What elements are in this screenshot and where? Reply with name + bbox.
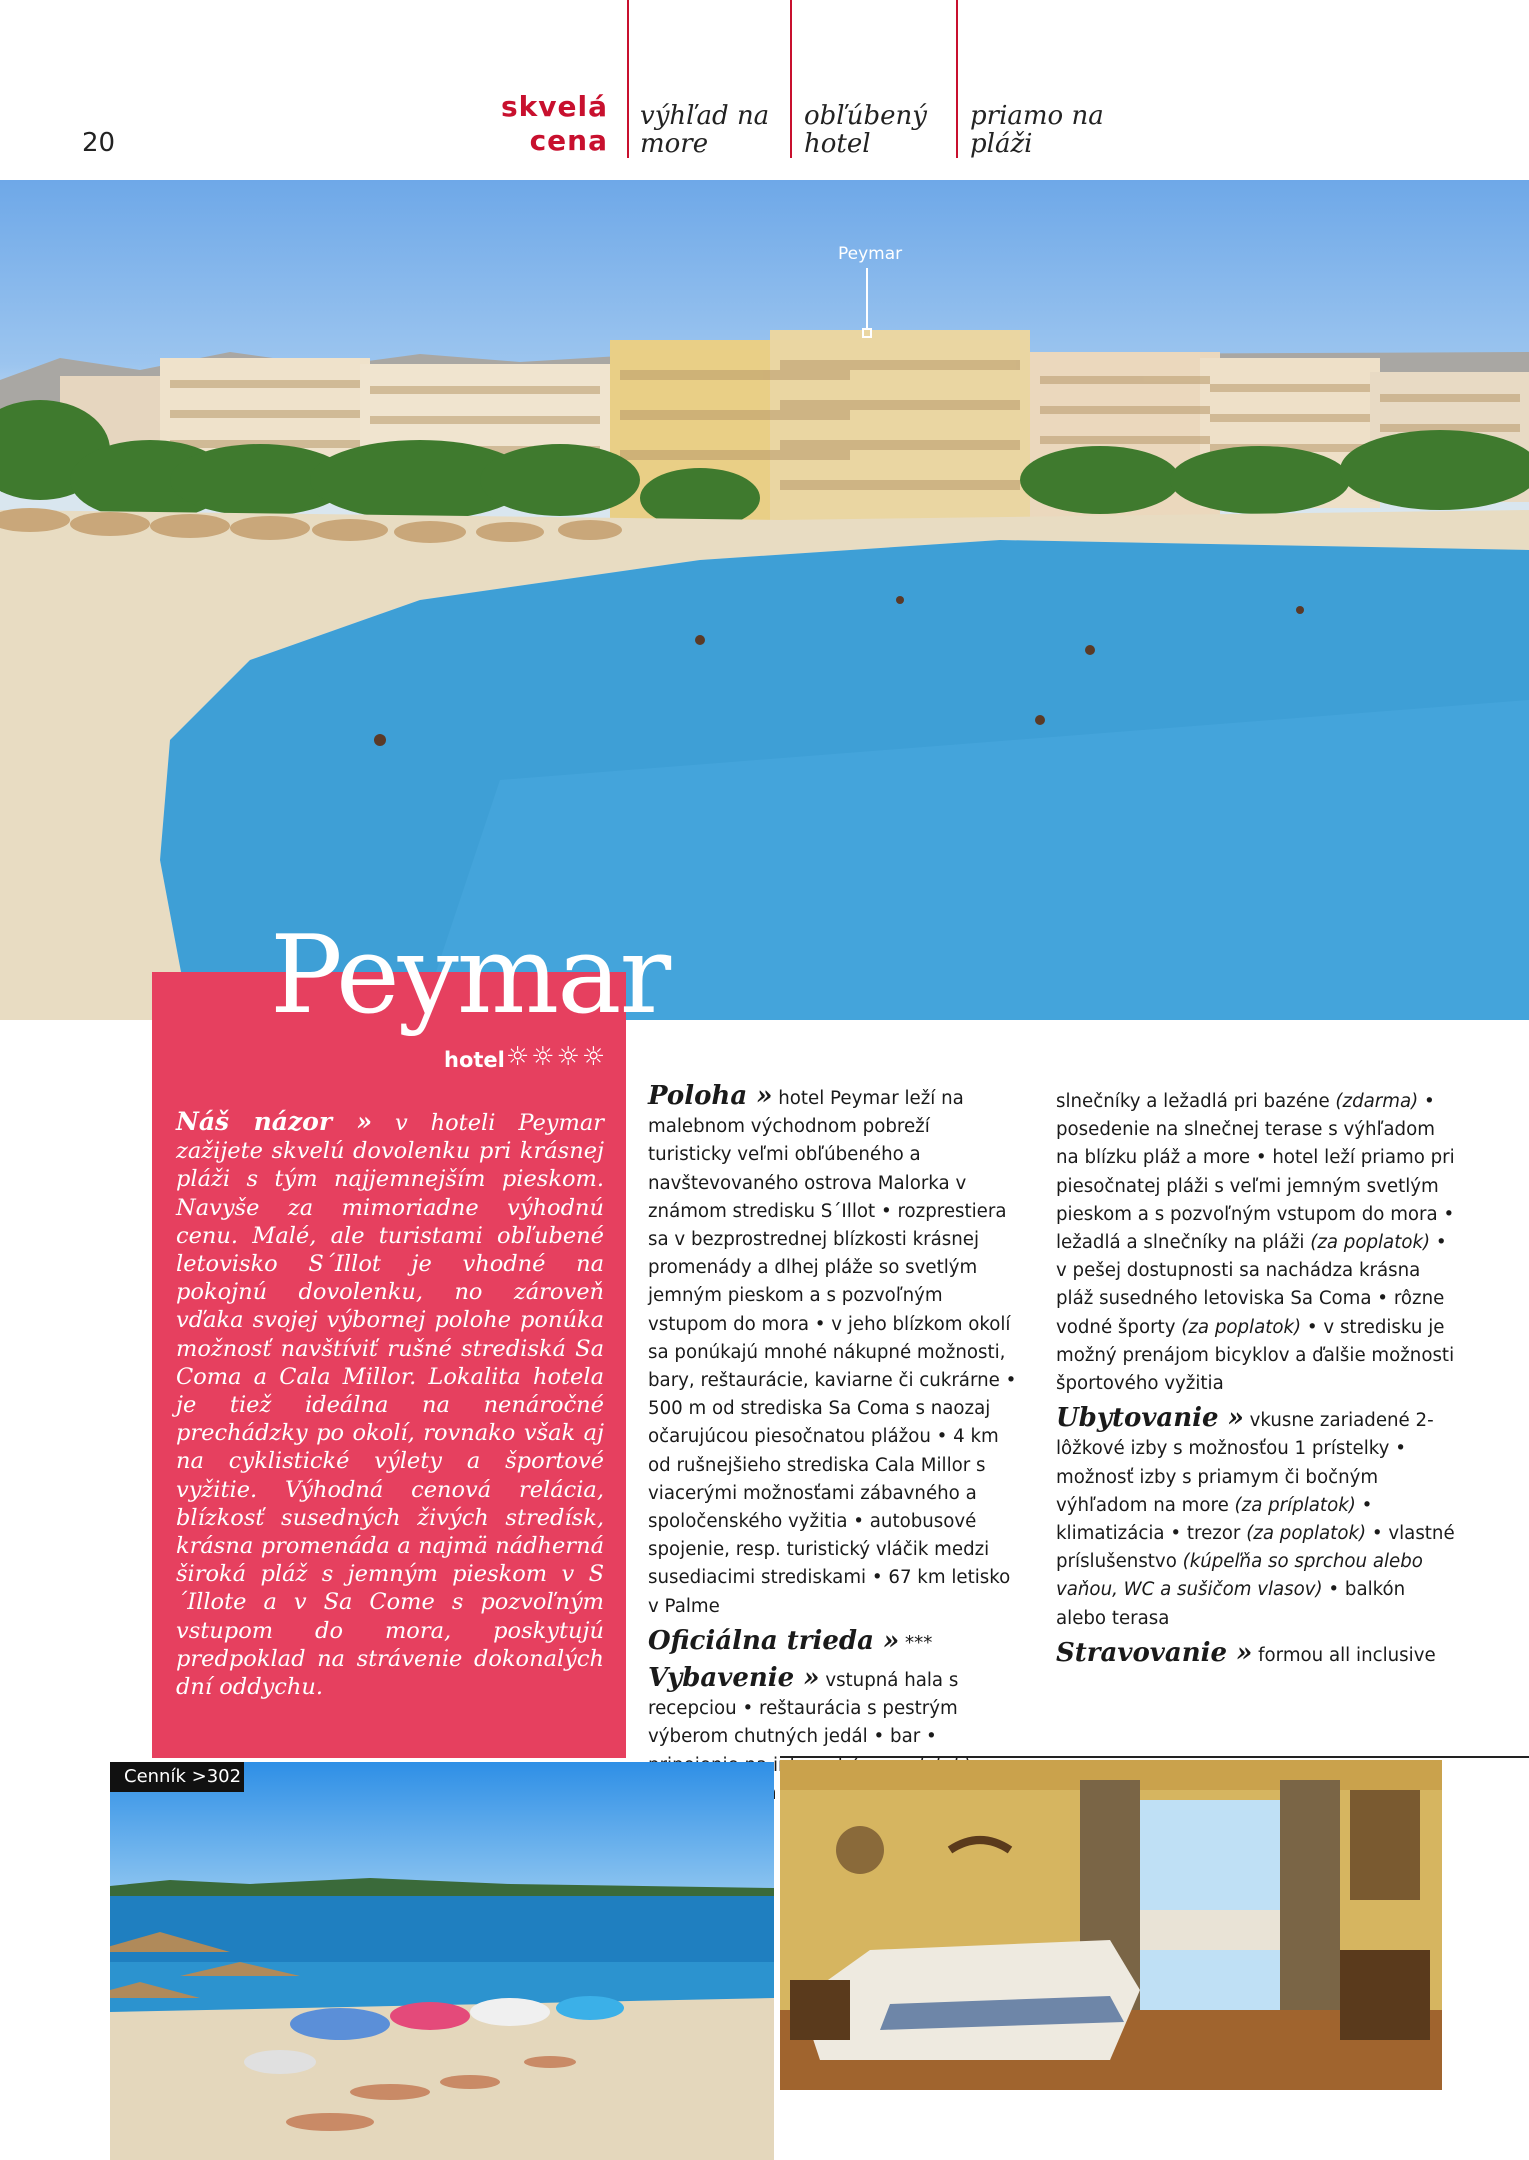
text-column-left xyxy=(648,1082,1018,1814)
sun-rating-icon: ☼☼☼☼ xyxy=(506,1042,608,1072)
facilities-heading: Vybavenie » xyxy=(648,1663,820,1694)
room-illustration xyxy=(780,1760,1442,2090)
official-class-stars: *** xyxy=(905,1632,933,1654)
location-heading: Poloha » xyxy=(648,1081,773,1111)
facilities-continued: slnečníky a ležadlá pri bazéne (zdarma) • posedenie na slnečnej terase s výhľadom na blízku pláž a more • hotel leží priamo pri piesočnatej pláži s veľmi jemným svetlým pieskom a s pozvoľným vstupom do mora • ležadlá a slnečníky na pláži (za poplatok) • v pešej dostupnosti sa nachádza krásna pláž susedného letoviska Sa Coma • rôzne vodné športy (za poplatok) • v stredisku je možný prenájom bicyklov a ďalšie možnosti športového vyžitia xyxy=(1056,1091,1455,1395)
board-paragraph: Stravovanie » formou all inclusive xyxy=(1056,1637,1436,1668)
facilities-paragraph: Vybavenie » vstupná hala s recepciou • reštaurácia s pestrým výberom chutných jedál • bar • xyxy=(648,1663,959,1748)
tag-sea-view: výhľad na more xyxy=(640,101,770,159)
hero-beach-illustration xyxy=(0,180,1529,1020)
tag-popular-hotel: obľúbený hotel xyxy=(804,101,927,159)
room-photo xyxy=(780,1760,1442,2090)
tag-great-price: skvelá cena xyxy=(500,90,608,157)
hero-hotel-pointer xyxy=(866,268,868,330)
hero-hotel-label: Peymar xyxy=(838,244,903,264)
hotel-type-label: hotel xyxy=(444,1048,505,1072)
beach-illustration xyxy=(110,1762,774,2160)
tag-divider xyxy=(790,0,792,158)
text-column-right xyxy=(1056,1088,1456,1676)
hero-hotel-pointer-dot xyxy=(862,328,872,338)
location-paragraph: Poloha » hotel Peymar leží na malebnom východnom pobreží turisticky veľmi obľúbeného a navštevovaného ostrova Malorka v známom stredisku S´Illot • rozprestiera sa v bezprostrednej blízkosti krásnej promenády a dlhej pláže so svetlým jemným pieskom a s pozvoľným vstupom do mora • v jeho blízkom okolí sa ponúkajú mnohé nákupné možnosti, bary, reštaurácie, kaviarne či cukrárne • 500 m od strediska Sa Coma s naozaj očarujúcou piesočnatou plážou • 4 km od rušnejšieho strediska Cala Millor s viacerými možnosťami zábavného a spoločenského vyžitia • autobusové spojenie, resp. turistický vláčik medzi susediacimi strediskami • 67 km letisko v Palme xyxy=(648,1081,1017,1617)
section-divider xyxy=(780,1756,1529,1758)
page-number: 20 xyxy=(82,128,116,158)
tag-divider xyxy=(627,0,629,158)
official-class-heading: Oficiálna trieda » xyxy=(648,1625,900,1656)
official-class-paragraph xyxy=(648,1627,1018,1658)
beach-photo xyxy=(110,1762,774,2160)
accommodation-heading: Ubytovanie » xyxy=(1056,1403,1244,1434)
opinion-heading: Náš názor » xyxy=(176,1107,373,1136)
opinion-text: Náš názor » v hoteli Peymar zažijete skvelú dovolenku pri krásnej pláži s tým najjemnejším pieskom. Navyše za mimoriadne výhodnú cenu. Malé, ale turistami obľubené letovisko S´Illot je vhodné na pokojnú dovolenku, no zároveň vďaka svojej výbornej polohe ponúka možnosť navštíviť rušné strediská Sa Coma a Cala Millor. Lokalita hotela je tiež ideálna na nenáročné prechádzky po okolí, rovnako však aj na cyklistické výlety a športové vyžitie. Výhodná cenová relácia, blízkosť susedných živých stredísk, krásna promenáda a najmä nádherná široká pláž s jemným pieskom v S´Illote a v Sa Come s pozvoľným vstupom do mora, poskytujú predpoklad na strávenie dokonalých dní oddychu. xyxy=(176,1107,605,1701)
tag-divider xyxy=(956,0,958,158)
hero-photo xyxy=(0,180,1529,1020)
accommodation-paragraph: Ubytovanie » vkusne zariadené 2-lôžkové izby s možnosťou 1 prístelky • možnosť izby s priamym či bočným výhľadom na more (za príplatok) • klimatizácia • trezor (za poplatok) • vlastné príslušenstvo (kúpeľňa so sprchou alebo vaňou, WC a sušičom vlasov) • balkón alebo terasa xyxy=(1056,1403,1455,1629)
price-list-reference: Cenník >302 xyxy=(110,1762,244,1792)
hotel-title: Peymar xyxy=(270,913,670,1038)
tag-on-beach: priamo na pláži xyxy=(970,101,1104,159)
board-heading: Stravovanie » xyxy=(1056,1637,1253,1668)
